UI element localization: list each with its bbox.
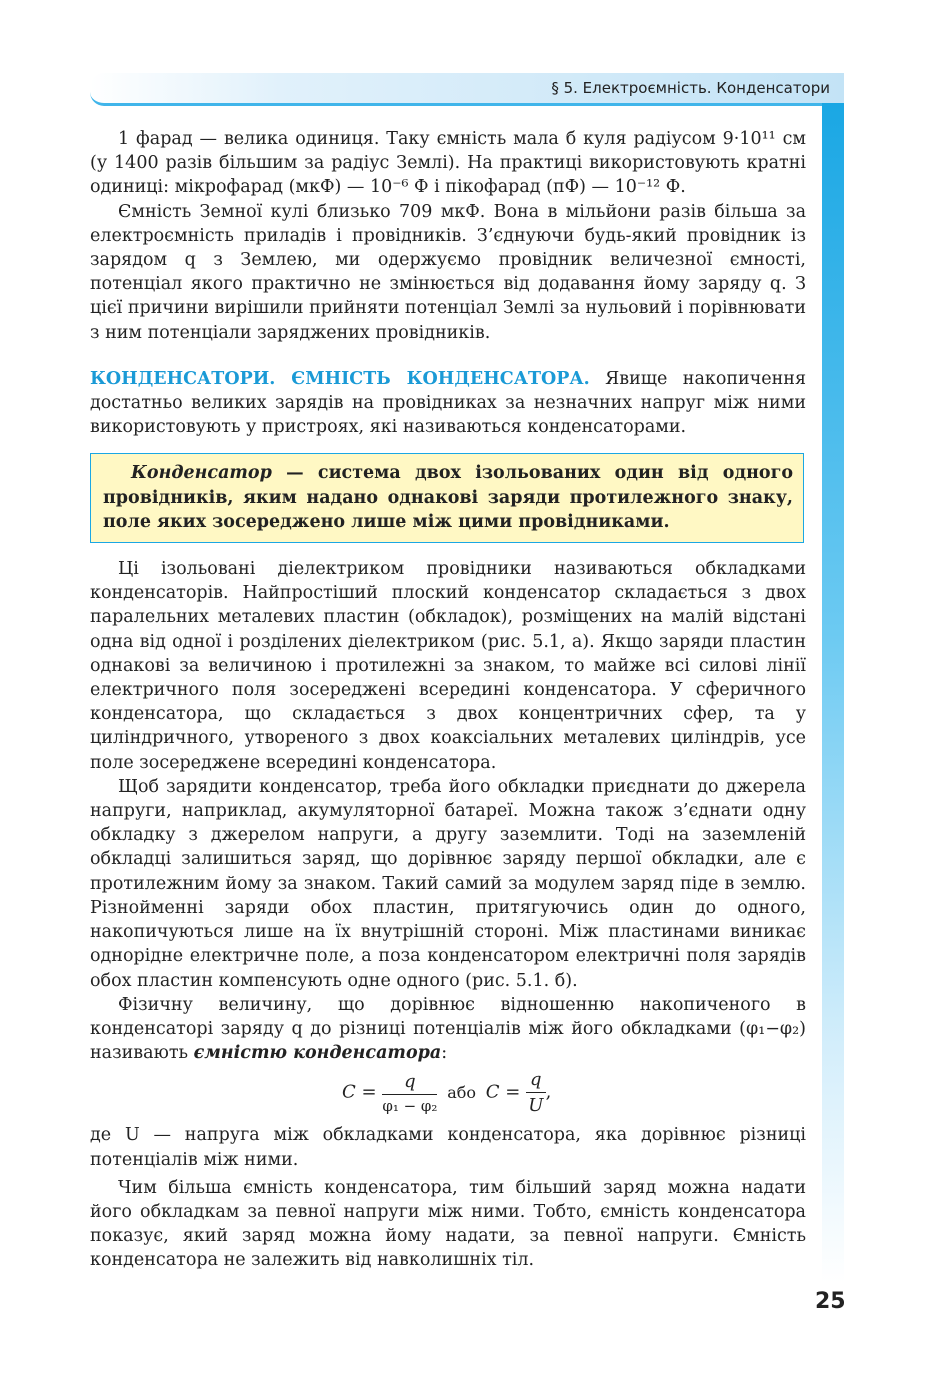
paragraph-earth-capacity: Ємність Земної кулі близько 709 мкФ. Вона в мільйони разів більша за електроємність приладів і провідників. З’єднуючи будь-який провідник із зарядом q з Землею, ми одержуємо провідник величезної ємності, потенціал якого практично не змінюється від додавання йому заряду q. З цієї причини вирішили прийняти потенціал Землі за нульовий і порівнювати з ним потенціали заряджених провідників. <box>90 201 806 343</box>
formula-lhs: C = <box>342 1081 377 1103</box>
definition-term: Конденсатор <box>131 463 272 484</box>
paragraph-plates: Ці ізольовані діелектриком провідники називаються обкладками конденсаторів. Найпростіший плоский конденсатор складається з двох паралельних металевих пластин (обкладок), розміщених на малій відстані одна від одної і розділених діелектриком (рис. 5.1, а). Якщо заряди пластин однакові за величиною і протилежні за знаком, то майже всі силові лінії електричного поля зосереджені всередині конденсатора. У сферичного конденсатора, що складається з двох концентричних сфер, та у циліндричного, утвореного з двох коаксіальних металевих циліндрів, усе поле зосереджене всередині конденсатора. <box>90 559 806 773</box>
paragraph-capacity-def: Фізичну величину, що дорівнює відношенню накопиченого в конденсаторі заряду q до різниці потенціалів між його обкладками (φ₁−φ₂) називають ємністю конденсатора: <box>90 994 806 1064</box>
section-title: КОНДЕНСАТОРИ. ЄМНІСТЬ КОНДЕНСАТОРА. <box>90 368 590 389</box>
page-content <box>90 127 806 1273</box>
fraction-q-over-phi: $\frac{q}{\text{φ₁ − φ₂}}$ <box>382 1070 438 1115</box>
side-decorative-stripe <box>822 103 844 1283</box>
page-number: 25 <box>815 1289 846 1314</box>
section-intro: Явище накопичення достатньо великих зарядів на провідниках за незначних напруг між ними використовують у пристроях, які називаються конденсаторами. <box>90 368 806 438</box>
running-header <box>90 73 844 106</box>
formula-lhs-2: C = <box>485 1081 521 1103</box>
paragraph-farad: 1 фарад — велика одиниця. Таку ємність мала б куля радіусом 9·10¹¹ см (у 1400 разів більшим за радіус Землі). На практиці використовують кратні одиниці: мікрофарад (мкФ) — 10⁻⁶ Ф і пікофарад (пФ) — 10⁻¹² Ф. <box>90 129 806 198</box>
paragraph-voltage: де U — напруга між обкладками конденсатора, яка дорівнює різниці потенціалів між ними. <box>90 1125 806 1170</box>
paragraph-conclusion: Чим більша ємність конденсатора, тим більший заряд можна надати його обкладкам за певної напруги між ними. Тобто, ємність конденсатора показує, який заряд можна йому надати, за певної напруги. Ємність конденсатора не залежить від навколишніх тіл. <box>90 1177 806 1271</box>
definition-text <box>103 461 793 534</box>
definition-box <box>90 453 804 543</box>
formula-or: або <box>447 1082 476 1102</box>
paragraph-charging: Щоб зарядити конденсатор, треба його обкладки приєднати до джерела напруги, наприклад, акумуляторної батареї. Можна також з’єднати одну обкладку з джерелом напруги, а другу заземлити. Тоді на заземленій обкладці залишиться заряд, що дорівнює заряду першої обкладки, але є протилежним йому за знаком. Такий самий за модулем заряд піде в землю. Різнойменні заряди обох пластин, притягуючись один до одного, накопичуються лише на їх внутрішній стороні. Між пластинами виникає однорідне електричне поле, а поза конденсатором електричні поля зарядів обох пластин компенсують одне одного (рис. 5.1. б). <box>90 776 806 991</box>
definition-body: — система двох ізольованих один від одного провідників, яким надано однакові заряди протилежного знаку, поле яких зосереджено лише між цими провідниками. <box>103 463 793 532</box>
header-title: § 5. Електроємність. Конденсатори <box>551 79 830 97</box>
fraction-q-over-u: $\frac{q}{U}$ <box>526 1069 546 1116</box>
section-capacitors <box>90 367 806 440</box>
capacity-term: ємністю конденсатора <box>193 1043 442 1064</box>
capacity-formula: C = $\frac{q}{\text{φ₁ − φ₂}}$ або C = $\frac{q}{U}$ , <box>342 1069 552 1117</box>
